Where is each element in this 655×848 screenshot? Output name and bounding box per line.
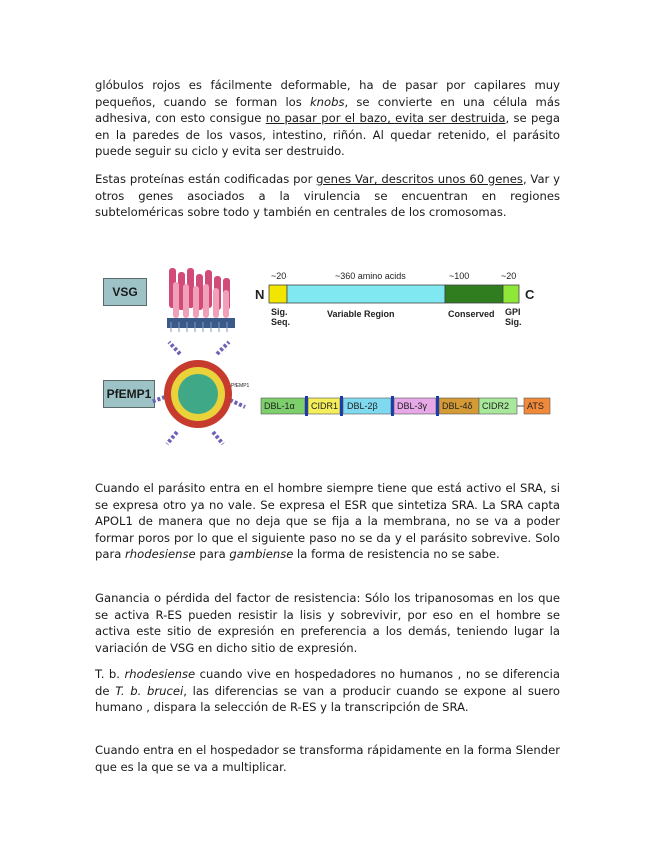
text-run: T. b.: [95, 667, 125, 681]
italic-term: knobs: [309, 94, 345, 109]
text-run: la forma de resistencia no se sabe.: [293, 547, 500, 561]
region-variable-label: Variable Region: [327, 309, 395, 319]
n-terminus: N: [255, 287, 265, 302]
gpi-sig-segment: [503, 285, 519, 303]
region-sig-label-1: Sig.: [271, 307, 288, 317]
c-terminus: C: [525, 287, 535, 302]
underlined-phrase: genes Var, descritos unos 60 genes: [316, 172, 523, 186]
vsg-domain-map: [255, 271, 535, 327]
region-conserved-label: Conserved: [448, 309, 495, 319]
protein-structure-figure: [95, 262, 565, 452]
paragraph-slender: Cuando entra en el hospedador se transforma rápidamente en la forma Slender que es la que se va a multiplicar.: [95, 743, 560, 774]
pfemp1-label: PfEMP1: [103, 380, 155, 408]
figure-graphics: [95, 262, 565, 452]
region-gpi-label-2: Sig.: [505, 317, 522, 327]
domain-dbl1: DBL-1α: [264, 401, 295, 411]
text-run: glóbulos rojos es fácilmente deformable, ha de pasar por capilares muy pequeños, cuando se forman los: [95, 78, 560, 109]
paragraph-sra: [95, 480, 560, 563]
pfemp1-domain-map: [261, 396, 550, 416]
italic-term: rhodesiense: [125, 547, 196, 561]
length-variable: ~360 amino acids: [335, 271, 406, 281]
text-run: Cuando el parásito entra en el hombre siempre tiene que está activo el SRA, si se expresa otro ya no vale. Se expresa el ESR que sintetiza SRA. La SRA capta APOL1 de manera que no deja que se fija a la membrana, no se va a poder formar poros por lo que el siguiente paso no se da y el parásito sobrevive. Solo para: [95, 481, 560, 561]
domain-ats: ATS: [527, 401, 544, 411]
region-sig-label-2: Seq.: [271, 317, 291, 327]
vsg-coat-illustration: [167, 268, 235, 332]
italic-term: gambiense: [229, 547, 294, 561]
paragraph-var-genes: [95, 171, 560, 221]
paragraph-knobs: [95, 77, 560, 160]
paragraph-resistance: Ganancia o pérdida del factor de resistencia: Sólo los tripanosomas en los que se activa R-ES pueden resistir la lisis y sobrevivir, por eso en el hombre se activa este sitio de expresión en preferencia a los demás, teniendo lugar la variación de VSG en dicho sitio de expresión.: [95, 591, 560, 655]
length-sig: ~20: [271, 271, 287, 281]
infected-cell-illustration: [151, 342, 250, 444]
conserved-segment: [445, 285, 503, 303]
text-run: Estas proteínas están codificadas por: [95, 172, 317, 186]
text-run: , se convierte en una célula más adhesiva, con esto consigue: [95, 94, 560, 125]
text-run: , se pega en la paredes de los vasos, intestino, riñón. Al quedar retenido, el parásito puede seguir su ciclo y evita ser destruido.: [95, 111, 560, 158]
domain-dbl3: DBL-3γ: [397, 401, 428, 411]
length-gpi: ~20: [501, 271, 517, 281]
domain-dbl2: DBL-2β: [347, 401, 378, 411]
variable-region-segment: [287, 285, 445, 303]
text-run: para: [195, 547, 230, 561]
pfemp1-small-label: PfEMP1: [231, 383, 250, 389]
domain-cidr1: CIDR1: [311, 401, 339, 411]
vsg-label: VSG: [103, 278, 147, 306]
italic-term: T. b. brucei: [115, 683, 184, 698]
italic-term: rhodesiense: [124, 667, 196, 681]
underlined-phrase: no pasar por el bazo, evita ser destruida: [265, 111, 506, 125]
domain-cidr2: CIDR2: [482, 401, 510, 411]
region-gpi-label-1: GPI: [505, 307, 521, 317]
length-conserved: ~100: [449, 271, 470, 281]
paragraph-rhodesiense: [95, 666, 560, 716]
domain-dbl4: DBL-4δ: [442, 401, 473, 411]
text-run: , las diferencias se van a producir cuando se expone al suero humano , dispara la selección de R-ES y la transcripción de SRA.: [95, 683, 560, 714]
text-run: cuando vive en hospedadores no humanos , no se diferencia de: [95, 667, 560, 698]
sig-seq-segment: [269, 285, 287, 303]
text-run: , Var y otros genes asociados a la virulencia se encuentran en regiones subteloméricas sobre todo y también en centrales de los cromosomas.: [95, 172, 560, 219]
